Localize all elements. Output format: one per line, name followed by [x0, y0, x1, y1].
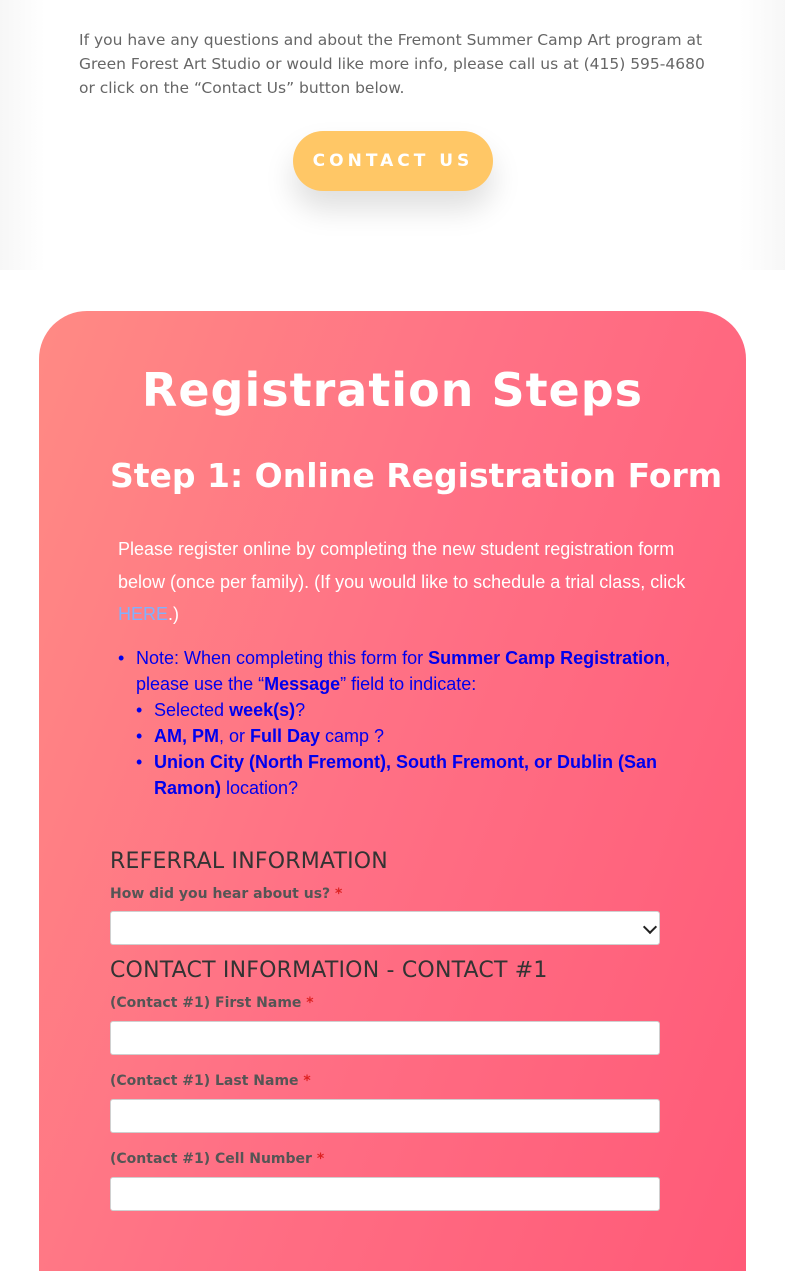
paragraph-text-after: .) — [168, 604, 180, 624]
note-prefix: Note: When completing this form for — [136, 648, 429, 668]
subitem-text: camp ? — [320, 726, 385, 746]
first-name-label — [110, 995, 314, 1011]
subitem-bold: week(s) — [229, 700, 296, 720]
registration-card — [39, 311, 746, 1271]
referral-select[interactable] — [110, 911, 660, 945]
required-mark: * — [306, 995, 314, 1011]
cell-number-label — [110, 1151, 324, 1167]
subitem-text: , or — [219, 726, 251, 746]
subitem-text: ? — [295, 700, 306, 720]
intro-text: If you have any questions and about the Fremont Summer Camp Art program at Green Forest Art Studio or would like more info, please call us at (415) 595-4680 or click on the “Contact Us” button below. — [79, 31, 705, 97]
contact-us-button[interactable]: CONTACT US — [293, 131, 493, 191]
note-subitem-location — [154, 749, 681, 801]
subitem-bold: Full Day — [250, 726, 321, 746]
note-middle: , please use the “ — [136, 648, 671, 694]
last-name-label-text: (Contact #1) Last Name — [110, 1073, 299, 1089]
referral-label-text: How did you hear about us? — [110, 886, 331, 902]
note-list — [136, 645, 681, 801]
cell-number-label-text: (Contact #1) Cell Number — [110, 1151, 312, 1167]
paragraph-text-before: Please register online by completing the new student registration form below (once per family). (If you would like to schedule a trial class, click — [118, 539, 686, 592]
subitem-text: Selected — [154, 700, 230, 720]
required-mark: * — [316, 1151, 325, 1167]
required-mark: * — [303, 1073, 311, 1089]
note-bold-camp: Summer Camp Registration — [428, 648, 666, 668]
subitem-bold: AM, PM — [154, 726, 219, 746]
first-name-input[interactable] — [110, 1021, 660, 1055]
required-mark: * — [335, 886, 343, 902]
note-subitem-weeks — [154, 697, 681, 723]
note-item — [136, 645, 681, 801]
last-name-input[interactable] — [110, 1099, 660, 1133]
subitem-bold: Union City (North Fremont), South Fremont, or Dublin (San Ramon) — [154, 752, 657, 798]
first-name-label-text: (Contact #1) First Name — [110, 995, 302, 1011]
note-bold-message: Message — [264, 674, 341, 694]
last-name-label — [110, 1073, 311, 1089]
note-sublist — [136, 697, 681, 801]
registration-title: Registration Steps — [141, 363, 644, 417]
contact-heading: CONTACT INFORMATION - CONTACT #1 — [110, 958, 548, 983]
referral-label — [110, 886, 342, 902]
trial-class-link[interactable]: HERE — [118, 604, 169, 624]
note-suffix: ” field to indicate: — [340, 674, 477, 694]
step1-title: Step 1: Online Registration Form — [110, 456, 723, 495]
note-subitem-time — [154, 723, 681, 749]
cell-number-input[interactable] — [110, 1177, 660, 1211]
referral-heading: REFERRAL INFORMATION — [110, 849, 388, 874]
registration-paragraph — [118, 533, 688, 631]
subitem-text: location? — [221, 778, 299, 798]
